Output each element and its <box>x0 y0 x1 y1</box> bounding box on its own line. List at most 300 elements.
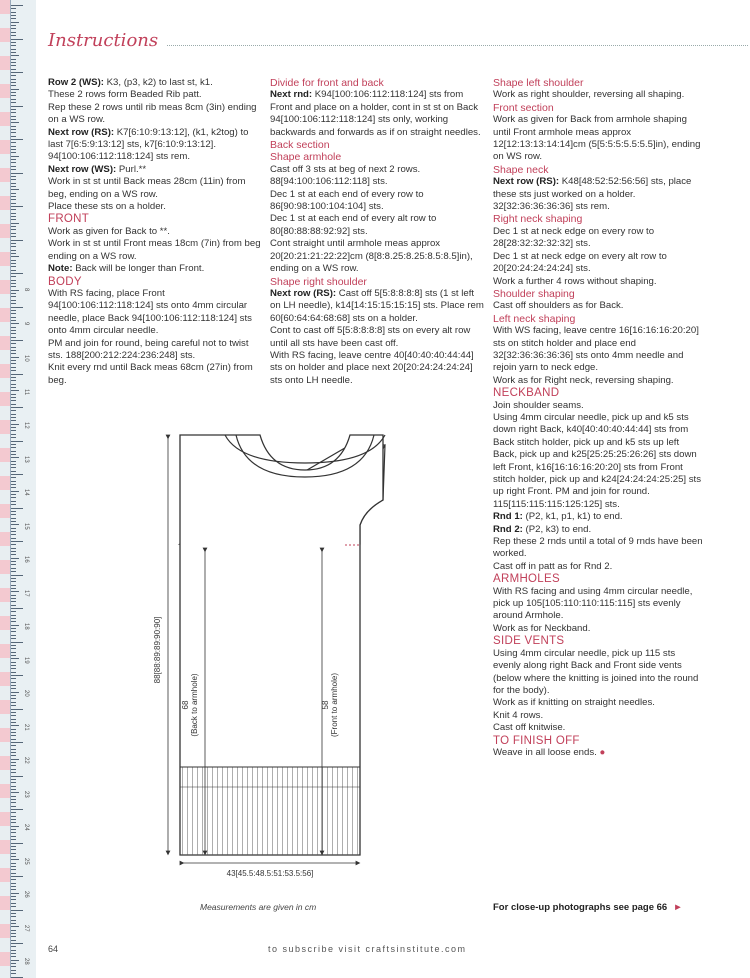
ruler-tick <box>11 45 16 46</box>
ruler-tick <box>11 849 16 850</box>
ruler-tick <box>11 755 16 756</box>
ruler-tick <box>11 340 23 341</box>
section-shoulder-shaping: Shoulder shaping <box>493 287 575 300</box>
ruler-tick <box>11 116 16 117</box>
ruler-tick <box>11 347 16 348</box>
ruler-tick <box>11 605 16 606</box>
ruler-tick <box>11 568 16 569</box>
ruler-tick <box>11 142 16 143</box>
section-front: FRONT <box>48 213 90 226</box>
ruler-tick <box>11 18 16 19</box>
column-3 <box>493 77 703 759</box>
ruler-tick <box>11 25 16 26</box>
ruler-tick <box>11 638 16 639</box>
ruler-tick <box>11 183 16 184</box>
ruler-scale: 8 9 10 11 12 13 14 15 16 17 18 19 20 21 22 23 24 25 26 27 28 <box>10 0 36 978</box>
ruler-tick <box>11 427 16 428</box>
ruler-tick <box>11 109 16 110</box>
ruler-tick <box>11 129 16 130</box>
ruler-tick <box>11 695 16 696</box>
ruler-tick <box>11 387 16 388</box>
ruler-tick <box>11 866 16 867</box>
ruler-tick <box>11 819 16 820</box>
ruler-tick <box>11 564 16 565</box>
ruler-tick <box>11 149 16 150</box>
ruler-tick <box>11 173 23 174</box>
ruler-tick <box>11 873 16 874</box>
ruler-tick <box>11 377 16 378</box>
ruler-tick <box>11 256 19 257</box>
ruler-tick <box>11 920 16 921</box>
ruler-tick <box>11 621 16 622</box>
ruler-tick <box>11 434 16 435</box>
ruler-tick <box>11 320 16 321</box>
ruler-tick <box>11 471 16 472</box>
ruler-tick <box>11 330 16 331</box>
ruler-tick <box>11 628 16 629</box>
instruction-next-row-ws: Next row (WS): Purl.** <box>48 163 147 175</box>
closeup-link[interactable]: For close-up photographs see page 66 ► <box>493 902 683 913</box>
ruler-tick <box>11 441 23 442</box>
instruction-rnd2: Rnd 2: (P2, k3) to end. <box>493 523 592 535</box>
ruler-tick <box>11 588 16 589</box>
ruler-tick <box>11 199 16 200</box>
ruler-tick <box>11 266 16 267</box>
instruction-next-rnd: Next rnd: K94[100:106:112:118:124] sts from Front and place on a holder, cont in st st on Back 94[100:106:112:118:124] sts only, working backwards and forwards as if on straight needles. <box>270 89 481 138</box>
ruler-tick <box>11 822 16 823</box>
ruler-tick <box>11 779 16 780</box>
ruler-tick <box>11 49 16 50</box>
ruler-tick <box>11 464 16 465</box>
section-left-shoulder: Shape left shoulder <box>493 77 584 89</box>
ruler-tick <box>11 524 19 525</box>
ruler-tick <box>11 189 19 190</box>
section-neckband: NECKBAND <box>493 387 560 400</box>
ruler-tick <box>11 397 16 398</box>
ruler-tick <box>11 42 16 43</box>
ruler-tick <box>11 960 19 961</box>
ruler-tick <box>11 253 16 254</box>
ruler-tick <box>11 615 16 616</box>
ruler-tick <box>11 863 16 864</box>
instruction-text: Dec 1 st at neck edge on every alt row to 20[20:24:24:24:24] sts. <box>493 250 667 275</box>
ruler-tick <box>11 722 16 723</box>
instruction-text: Work as for Neckband. <box>493 622 591 634</box>
ruler-tick <box>11 618 16 619</box>
ruler-tick <box>11 926 19 927</box>
ruler-tick <box>11 166 16 167</box>
ruler-tick <box>11 826 19 827</box>
ruler-tick <box>11 745 16 746</box>
ruler-tick <box>11 571 16 572</box>
ruler-tick <box>11 585 16 586</box>
instruction-text: Work as given for Back from armhole shaping until Front armhole meas approx 12[12:13:13:14:14]cm (5[5:5:5:5.5:5.5]in), ending on WS row. <box>493 114 701 163</box>
ruler-tick <box>11 889 16 890</box>
ruler-tick <box>11 762 16 763</box>
ruler-tick <box>11 859 19 860</box>
ruler-tick <box>11 360 16 361</box>
ruler-tick <box>11 374 23 375</box>
instruction-text: With RS facing and using 4mm circular needle, pick up 105[105:110:110:115:115] sts evenly around Armhole. <box>493 585 693 622</box>
ruler-tick <box>11 531 16 532</box>
ruler-tick <box>11 963 16 964</box>
ruler-tick <box>11 357 19 358</box>
ruler-tick <box>11 910 23 911</box>
ruler-tick <box>11 812 16 813</box>
ruler-tick <box>11 62 16 63</box>
instruction-text: Work as given for Back to **. <box>48 225 170 237</box>
ruler-tick <box>11 286 16 287</box>
ruler-tick <box>11 79 16 80</box>
ruler-tick <box>11 136 16 137</box>
ruler-tick <box>11 132 16 133</box>
ruler-tick <box>11 246 16 247</box>
ruler-tick <box>11 970 16 971</box>
instruction-next-row: Next row (RS): K7[6:10:9:13:12], (k1, k2tog) to last 7[6:5:9:13:12] sts, k7[6:10:9:13:12]. 94[100:106:112:118:124] sts rem. <box>48 126 249 163</box>
ruler-tick <box>11 782 16 783</box>
ruler-tick <box>11 913 16 914</box>
ruler-tick <box>11 273 23 274</box>
ruler-tick <box>11 893 19 894</box>
ruler-tick <box>11 451 16 452</box>
ruler-tick <box>11 5 23 6</box>
ruler-tick <box>11 558 19 559</box>
ruler-tick <box>11 481 16 482</box>
ruler-tick <box>11 665 16 666</box>
ruler-tick <box>11 487 16 488</box>
ruler-tick <box>11 732 16 733</box>
ruler-tick <box>11 82 16 83</box>
ruler-tick <box>11 655 16 656</box>
ruler-tick <box>11 678 16 679</box>
instruction-text: Using 4mm circular needle, pick up and k5 sts down right Back, k40[40:40:40:44:44] sts from Back stitch holder, pick up and k5 sts up left Back, pick up and k25[25:25:25:26:26] sts down left Front, k16[16:16:16:20:20] sts from Front stitch holder, pick up and k24[24:24:24:25:25] sts up right Front. PM and join for round. 115[115:115:115:125:125] sts. <box>493 411 702 510</box>
ruler-tick <box>11 497 16 498</box>
section-front-section: Front section <box>493 101 554 114</box>
ruler-tick <box>11 494 16 495</box>
instruction-text: Cont to cast off 5[5:8:8:8:8] sts on every alt row until all sts have been cast off. <box>270 325 471 349</box>
ruler-tick <box>11 816 16 817</box>
footer-subscribe: to subscribe visit craftsinstitute.com <box>268 944 467 954</box>
ruler-tick <box>11 85 16 86</box>
ruler-tick <box>11 853 16 854</box>
ruler-tick <box>11 528 16 529</box>
diagram-caption: Measurements are given in cm <box>200 902 317 912</box>
section-side-vents: SIDE VENTS <box>493 635 565 648</box>
ruler-tick <box>11 219 16 220</box>
ruler-tick <box>11 943 23 944</box>
ruler-tick <box>11 698 16 699</box>
ruler-tick <box>11 645 16 646</box>
ruler-tick <box>11 233 16 234</box>
instruction-text: Using 4mm circular needle, pick up 115 sts evenly along right Back and Front side vents (below where the knitting is joined into the round for the body). <box>493 647 699 696</box>
ruler-tick <box>11 973 16 974</box>
ruler-tick <box>11 39 23 40</box>
ruler-tick <box>11 883 16 884</box>
ruler-tick <box>11 196 16 197</box>
ruler-tick <box>11 119 16 120</box>
instruction-text: Dec 1 st at each end of every alt row to 80[80:88:88:92:92] sts. <box>270 213 437 237</box>
ruler-tick <box>11 280 16 281</box>
ruler-tick <box>11 186 16 187</box>
ruler-tick <box>11 293 16 294</box>
ruler-tick <box>11 521 16 522</box>
ruler-tick <box>11 752 16 753</box>
section-armholes: ARMHOLES <box>493 573 560 586</box>
ruler-tick <box>11 72 23 73</box>
ruler-tick <box>11 662 16 663</box>
ruler-tick <box>11 796 16 797</box>
ruler-tick <box>11 933 16 934</box>
ruler-tick <box>11 276 16 277</box>
ruler-tick <box>11 12 16 13</box>
front-length-value: 58 <box>321 700 330 710</box>
ruler-tick <box>11 688 16 689</box>
ruler-tick <box>11 400 16 401</box>
ruler-tick <box>11 206 23 207</box>
instruction-text: Work in st st until Front meas 18cm (7in) from beg ending on a WS row. <box>48 238 261 262</box>
ruler-tick <box>11 977 23 978</box>
ruler-tick <box>11 461 16 462</box>
ruler-tick <box>11 65 16 66</box>
ruler-tick <box>11 631 16 632</box>
instruction-text: Rep these 2 rnds until a total of 9 rnds have been worked. <box>493 536 703 560</box>
ruler-tick <box>11 89 19 90</box>
ruler-tick <box>11 776 23 777</box>
ruler-tick <box>11 799 16 800</box>
ruler-tick <box>11 95 16 96</box>
ruler-tick <box>11 162 16 163</box>
ruler-tick <box>11 591 19 592</box>
ruler-tick <box>11 725 19 726</box>
ruler-tick <box>11 896 16 897</box>
ruler-tick <box>11 946 16 947</box>
ruler-tick <box>11 303 16 304</box>
ruler-tick <box>11 59 16 60</box>
ruler-tick <box>11 719 16 720</box>
ruler-tick <box>11 625 19 626</box>
ruler-tick <box>11 126 16 127</box>
ruler-tick <box>11 370 16 371</box>
ruler-tick <box>11 313 16 314</box>
ruler-tick <box>11 226 16 227</box>
ruler-tick <box>11 223 19 224</box>
ruler-tick <box>11 209 16 210</box>
ruler-tick <box>11 511 16 512</box>
ruler-tick <box>11 940 16 941</box>
ruler-tick <box>11 484 16 485</box>
ruler-tick <box>11 829 16 830</box>
ruler-tick <box>11 554 16 555</box>
ruler-tick <box>11 792 19 793</box>
ruler-tick <box>11 169 16 170</box>
ruler-tick <box>11 839 16 840</box>
instruction-next-row: Next row (RS): Cast off 5[5:8:8:8:8] sts (1 st left on LH needle), k14[14:15:15:15:15] sts. Place rem 60[60:64:64:68:68] sts on a holder. <box>270 287 484 324</box>
instruction-text: Work a further 4 rows without shaping. <box>493 275 657 287</box>
ruler-tick <box>11 380 16 381</box>
ruler-tick <box>11 404 16 405</box>
ruler-tick <box>11 705 16 706</box>
ruler-tick <box>11 809 23 810</box>
ruler-tick <box>11 742 23 743</box>
instruction-text: Work as if knitting on straight needles. <box>493 697 655 709</box>
ruler-tick <box>11 739 16 740</box>
schematic-svg <box>150 415 440 885</box>
instruction-text: With WS facing, leave centre 16[16:16:16:20:20] sts on stitch holder and place end 32[32:36:36:36:36] sts onto 4mm needle and rejoin yarn to neck edge. <box>493 325 699 374</box>
instruction-text: Join shoulder seams. <box>493 399 584 411</box>
ruler-tick <box>11 394 16 395</box>
instruction-text: Knit every rnd until Back meas 68cm (27in) from beg. <box>48 362 253 386</box>
ruler-tick <box>11 601 16 602</box>
ruler-tick <box>11 685 16 686</box>
ruler-tick <box>11 930 16 931</box>
ruler-tick <box>11 179 16 180</box>
ruler-tick <box>11 806 16 807</box>
ruler-tick <box>11 106 23 107</box>
side-ruler <box>0 0 35 978</box>
ruler-tick <box>11 692 19 693</box>
ruler-tick <box>11 936 16 937</box>
instruction-text: Work as for Right neck, reversing shaping. <box>493 374 674 386</box>
ruler-tick <box>11 327 16 328</box>
instruction-text: Cast off shoulders as for Back. <box>493 300 624 312</box>
section-back: Back section <box>270 139 330 152</box>
ruler-tick <box>11 35 16 36</box>
ruler-tick <box>11 477 16 478</box>
section-finish: TO FINISH OFF <box>493 734 580 747</box>
ruler-tick <box>11 598 16 599</box>
ruler-tick <box>11 213 16 214</box>
instruction-text: PM and join for round, being careful not to twist sts. 188[200:212:224:236:248] sts. <box>48 337 249 361</box>
ruler-tick <box>11 300 16 301</box>
ruler-tick <box>11 856 16 857</box>
ruler-tick <box>11 682 16 683</box>
ruler-tick <box>11 712 16 713</box>
ruler-tick <box>11 501 16 502</box>
front-length-label: (Front to armhole) <box>330 672 339 738</box>
ruler-tick <box>11 652 16 653</box>
ruler-tick <box>11 390 19 391</box>
ruler-tick <box>11 424 19 425</box>
ruler-tick <box>11 417 16 418</box>
ruler-tick <box>11 923 16 924</box>
ruler-tick <box>11 146 16 147</box>
ruler-tick <box>11 789 16 790</box>
ruler-tick <box>11 384 16 385</box>
instruction-text: Dec 1 st at each end of every row to 86[90:98:100:104:104] sts. <box>270 188 424 213</box>
ruler-tick <box>11 581 16 582</box>
ruler-tick <box>11 75 16 76</box>
section-body: BODY <box>48 275 82 288</box>
ruler-tick <box>11 353 16 354</box>
instruction-next-row: Next row (RS): K48[48:52:52:56:56] sts, place these sts just worked on a holder. 32[32:36:36:36:36] sts rem. <box>493 176 692 213</box>
ruler-tick <box>11 832 16 833</box>
ruler-tick <box>11 99 16 100</box>
rib-band <box>180 767 360 855</box>
ruler-tick <box>11 457 19 458</box>
instruction-rnd1: Rnd 1: (P2, k1, p1, k1) to end. <box>493 511 623 523</box>
ruler-tick <box>11 561 16 562</box>
instruction-text: Cont straight until armhole meas approx 20[20:21:21:22:22]cm (8[8:8.25:8.25:8.5:8.5]in), ending on a WS row. <box>270 238 473 275</box>
instruction-text: Work in st st until Back meas 28cm (11in) from beg, ending on a WS row. <box>48 176 246 200</box>
ruler-tick <box>11 28 16 29</box>
section-shape-neck: Shape neck <box>493 163 549 176</box>
ruler-tick <box>11 176 16 177</box>
ruler-tick <box>11 504 16 505</box>
section-shape-armhole: Shape armhole <box>270 151 342 164</box>
ruler-tick <box>11 350 16 351</box>
ruler-tick <box>11 414 16 415</box>
ruler-tick <box>11 772 16 773</box>
ruler-tick <box>11 551 16 552</box>
ruler-tick <box>11 668 16 669</box>
ruler-tick <box>11 367 16 368</box>
ruler-tick <box>11 420 16 421</box>
ruler-tick <box>11 518 16 519</box>
ruler-tick <box>11 534 16 535</box>
ruler-tick <box>11 953 16 954</box>
ruler-tick <box>11 229 16 230</box>
ruler-tick <box>11 430 16 431</box>
ruler-tick <box>11 263 16 264</box>
ruler-tick <box>11 55 19 56</box>
arrow-right-icon: ► <box>673 902 683 913</box>
ruler-tick <box>11 290 19 291</box>
ruler-tick <box>11 216 16 217</box>
garment-schematic <box>150 415 440 885</box>
ruler-tick <box>11 966 16 967</box>
back-length-label: (Back to armhole) <box>190 673 199 737</box>
ruler-tick <box>11 203 16 204</box>
back-length-value: 68 <box>181 700 190 710</box>
total-length-label: 88[88:89:89:90:90] <box>153 616 162 684</box>
ruler-tick <box>11 240 23 241</box>
ruler-tick <box>11 437 16 438</box>
instruction-text: Weave in all loose ends. ● <box>493 746 606 758</box>
instruction-text: Cast off knitwise. <box>493 722 566 734</box>
ruler-tick <box>11 836 16 837</box>
ruler-tick <box>11 410 16 411</box>
section-divide: Divide for front and back <box>270 77 384 89</box>
instruction-text: Cast off in patt as for Rnd 2. <box>493 560 613 572</box>
ruler-tick <box>11 363 16 364</box>
ruler-tick <box>11 317 16 318</box>
ruler-tick <box>11 22 19 23</box>
ruler-tick <box>11 869 16 870</box>
instruction-text: With RS facing, place Front 94[100:106:112:118:124] sts onto 4mm circular needle, place Back 94[100:106:112:118:124] sts onto 4mm circular needle. <box>48 287 252 337</box>
ruler-tick <box>11 454 16 455</box>
section-left-neck: Left neck shaping <box>493 312 576 325</box>
ruler-tick <box>11 709 23 710</box>
ruler-tick <box>11 270 16 271</box>
ruler-tick <box>11 950 16 951</box>
ruler-tick <box>11 702 16 703</box>
instruction-text: These 2 rows form Beaded Rib patt. <box>48 89 202 101</box>
ruler-tick <box>11 843 23 844</box>
ruler-tick <box>11 260 16 261</box>
ruler-tick <box>11 544 16 545</box>
ruler-tick <box>11 735 16 736</box>
ruler-tick <box>11 444 16 445</box>
ruler-tick <box>11 474 23 475</box>
ruler-tick <box>11 32 16 33</box>
ruler-tick <box>11 307 23 308</box>
ruler-tick <box>11 491 19 492</box>
ruler-tick <box>11 876 23 877</box>
ruler-tick <box>11 906 16 907</box>
ruler-tick <box>11 447 16 448</box>
ruler-tick <box>11 112 16 113</box>
ruler-tick <box>11 658 19 659</box>
